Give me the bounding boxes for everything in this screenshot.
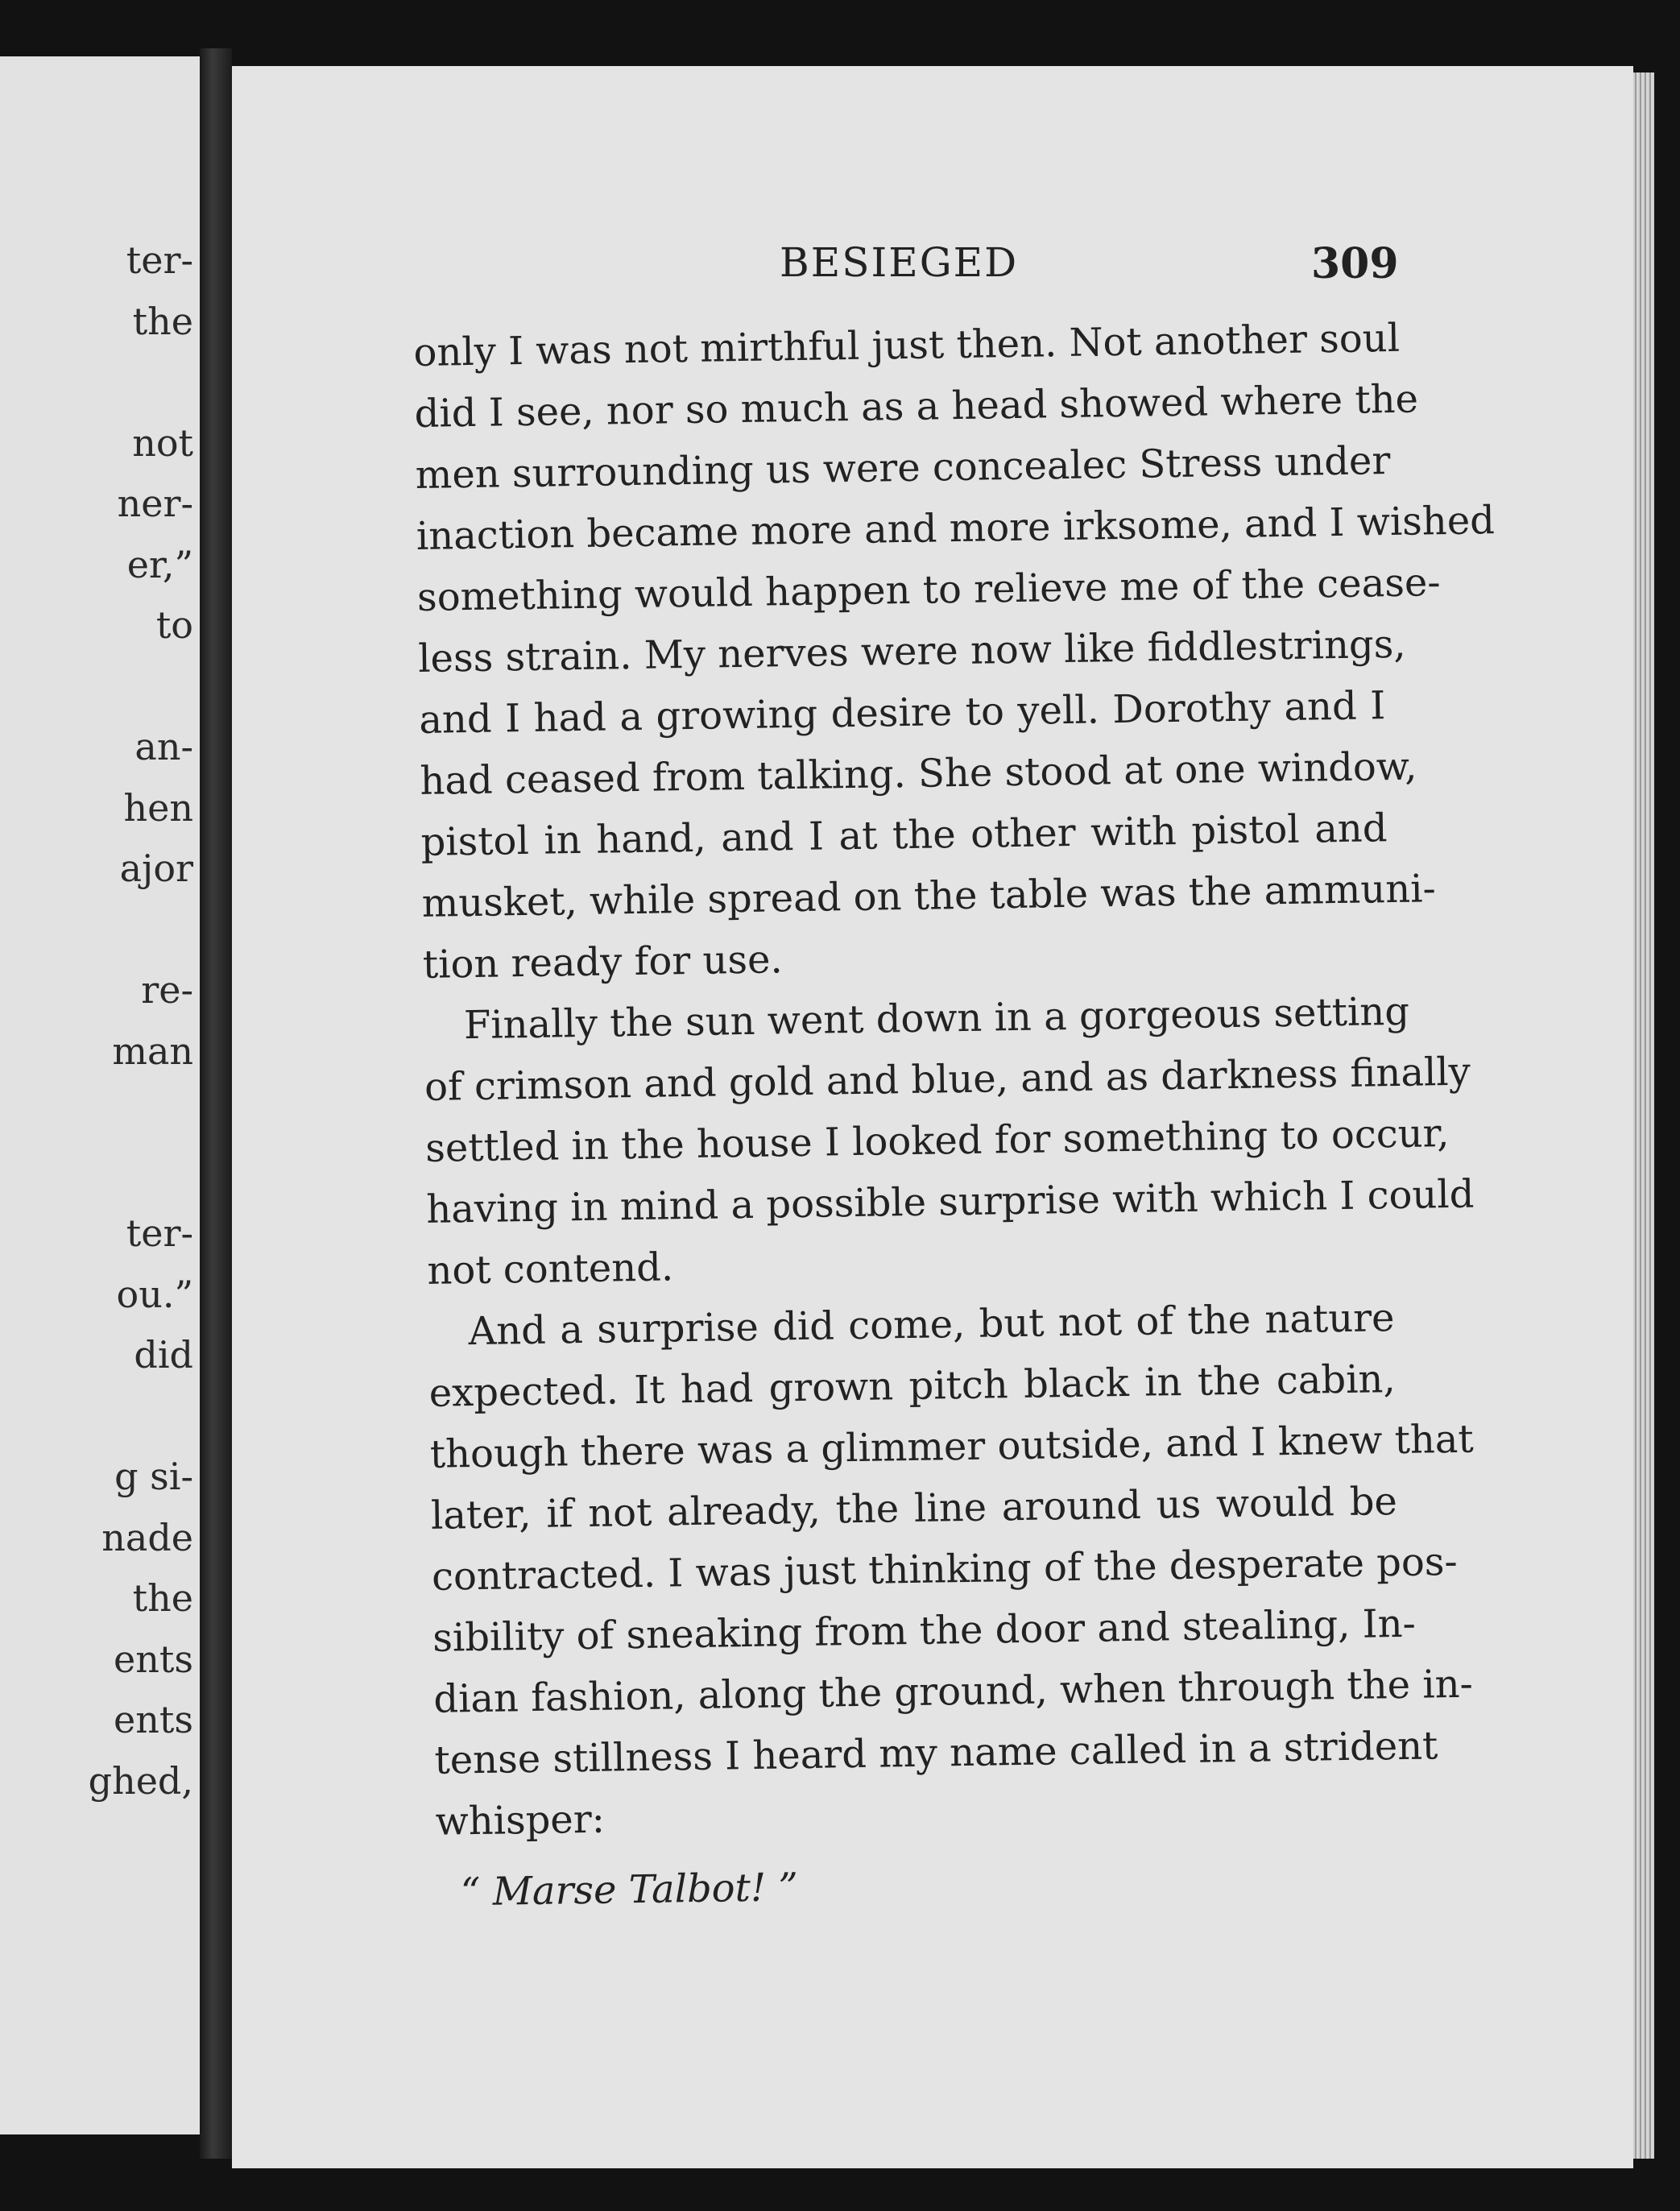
text-line: later, if not already, the line around us would be	[430, 1479, 1398, 1538]
previous-page-line-fragment: ter-	[126, 1211, 193, 1255]
page-309	[232, 66, 1633, 2168]
text-line: had ceased from talking. She stood at one window,	[420, 743, 1417, 804]
text-line: did I see, nor so much as a head showed where the	[414, 376, 1419, 437]
page-edges	[1633, 72, 1654, 2159]
paragraph	[423, 981, 1475, 1302]
dialogue-line: “ Marse Talbot! ”	[460, 1865, 799, 1915]
text-line: musket, while spread on the table was the ammuni-	[421, 866, 1437, 926]
text-line: not contend.	[427, 1244, 674, 1294]
text-line: settled in the house I looked for something to occur,	[424, 1111, 1450, 1171]
previous-page-line-fragment: ents	[114, 1698, 193, 1741]
text-line: contracted. I was just thinking of the desperate pos-	[431, 1538, 1459, 1600]
previous-page-line-fragment: ents	[114, 1637, 193, 1681]
previous-page-line-fragment: not	[132, 420, 193, 465]
running-head: BESIEGED	[780, 239, 1019, 286]
previous-page-line-fragment: hen	[123, 785, 193, 830]
text-line: whisper:	[435, 1796, 606, 1845]
text-line: having in mind a possible surprise with which I could	[425, 1171, 1475, 1232]
text-line: And a surprise did come, but not of the nature	[468, 1295, 1395, 1355]
text-line: only I was not mirthful just then. Not another soul	[413, 315, 1401, 375]
previous-page-line-fragment: ner-	[117, 482, 193, 525]
page-header	[232, 239, 1633, 296]
previous-page-line-fragment: ter-	[126, 238, 193, 282]
text-line: inaction became more and more irksome, and I wished	[416, 498, 1496, 559]
previous-page-line-fragment: did	[134, 1333, 193, 1377]
previous-page-line-fragment: er,”	[126, 542, 193, 586]
text-line: sibility of sneaking from the door and stealing, In-	[432, 1600, 1417, 1661]
previous-page-line-fragment: ghed,	[88, 1758, 193, 1803]
paragraphs	[413, 308, 1496, 1853]
previous-page-line-fragment: the	[132, 299, 193, 343]
text-line: tion ready for use.	[422, 937, 784, 987]
previous-page-line-fragment: an-	[134, 725, 193, 768]
previous-page-line-fragment: man	[112, 1029, 193, 1073]
text-line: men surrounding us were concealec Stress under	[415, 438, 1391, 498]
text-line: though there was a glimmer outside, and I knew that	[429, 1416, 1475, 1477]
previous-page-line-fragment: ou.”	[116, 1272, 193, 1316]
page-number: 309	[1311, 239, 1399, 288]
text-line: Finally the sun went down in a gorgeous setting	[463, 988, 1410, 1049]
paragraph	[428, 1287, 1475, 1853]
text-line: tense stillness I heard my name called in a strident	[434, 1723, 1438, 1783]
text-line: expected. It had grown pitch black in the cabin,	[428, 1356, 1397, 1416]
previous-page-line-fragment: the	[132, 1576, 193, 1620]
text-line: something would happen to relieve me of the cease-	[416, 560, 1441, 620]
previous-page-line-fragment: re-	[141, 968, 193, 1012]
paragraph	[413, 308, 1496, 996]
text-line: less strain. My nerves were now like fiddlestrings,	[417, 621, 1406, 681]
book-gutter	[200, 48, 232, 2159]
previous-page-line-fragment: g si-	[114, 1455, 193, 1498]
text-line: and I had a growing desire to yell. Dorothy and I	[418, 683, 1386, 743]
text-line: of crimson and gold and blue, and as darkness finally	[424, 1049, 1471, 1110]
previous-page-line-fragment: to	[155, 603, 193, 647]
previous-page-line-fragment: nade	[101, 1515, 193, 1559]
previous-page-line-fragment: ajor	[119, 847, 193, 890]
text-line: pistol in hand, and I at the other with pistol and	[420, 805, 1388, 865]
text-line: dian fashion, along the ground, when through the in-	[432, 1661, 1474, 1722]
previous-page-fragment	[0, 56, 200, 2134]
body-text	[413, 308, 1496, 1923]
